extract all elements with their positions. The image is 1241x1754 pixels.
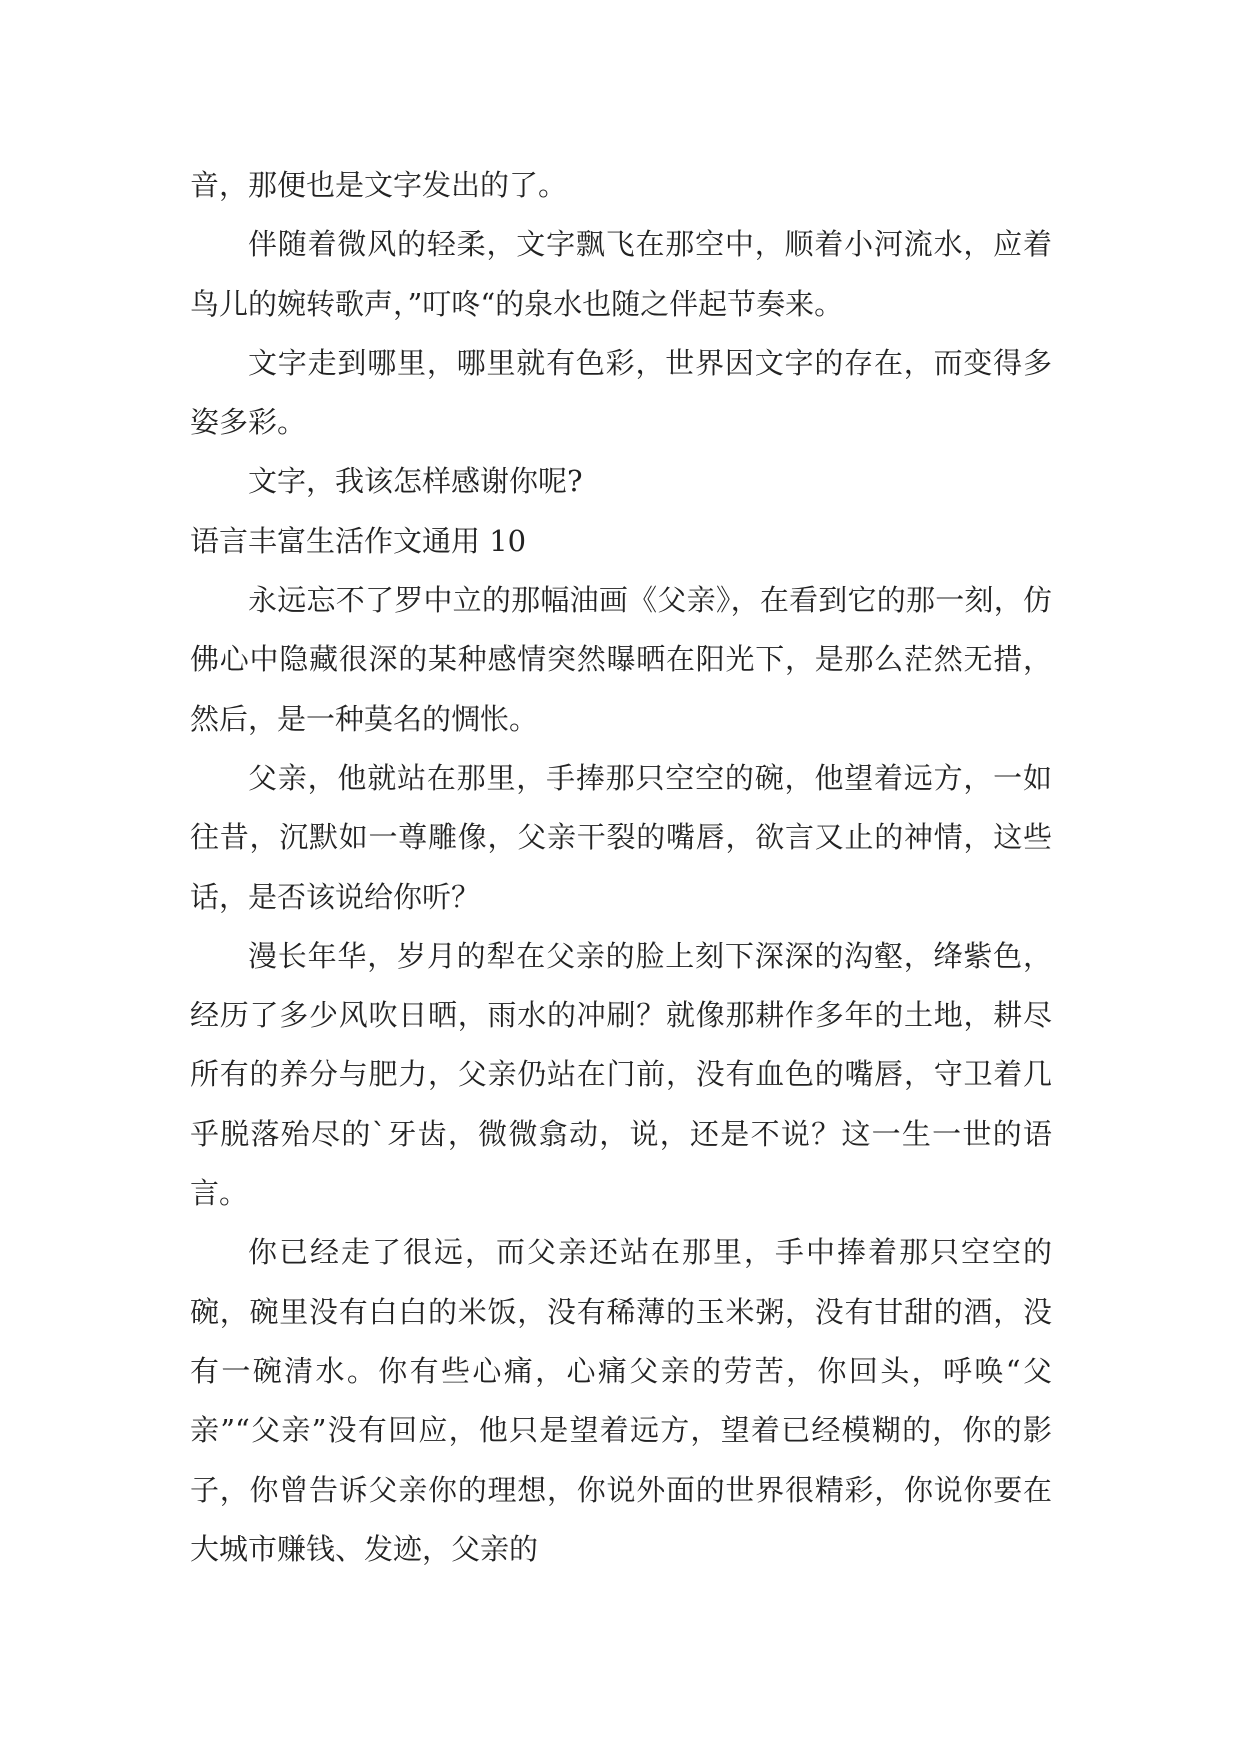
paragraph: 永远忘不了罗中立的那幅油画《父亲》，在看到它的那一刻，仿佛心中隐藏很深的某种感情突然曝晒在阳光下，是那么茫然无措，然后，是一种莫名的惆怅。 <box>190 583 1052 736</box>
paragraph: 伴随着微风的轻柔，文字飘飞在那空中，顺着小河流水，应着鸟儿的婉转歌声，”叮咚“的泉水也随之伴起节奏来。 <box>190 227 1052 321</box>
paragraph-continuation: 音，那便也是文字发出的了。 <box>190 168 568 202</box>
paragraph: 父亲，他就站在那里，手捧那只空空的碗，他望着远方，一如往昔，沉默如一尊雕像，父亲干裂的嘴唇，欲言又止的神情，这些话，是否该说给你听？ <box>190 760 1052 914</box>
paragraph: 你已经走了很远，而父亲还站在那里，手中捧着那只空空的碗，碗里没有白白的米饭，没有稀薄的玉米粥，没有甘甜的酒，没有一碗清水。你有些心痛，心痛父亲的劳苦，你回头，呼唤“父亲”“父亲”没有回应，他只是望着远方，望着已经模糊的，你的影子，你曾告诉父亲你的理想，你说外面的世界很精彩，你说你要在大城市赚钱、发迹，父亲的 <box>190 1235 1052 1566</box>
paragraph: 漫长年华，岁月的犁在父亲的脸上刻下深深的沟壑，绛紫色，经历了多少风吹日晒，雨水的冲刷？就像那耕作多年的土地，耕尽所有的养分与肥力，父亲仍站在门前，没有血色的嘴唇，守卫着几乎脱落殆尽的`牙齿，微微翕动，说，还是不说？这一生一世的语言。 <box>190 938 1052 1211</box>
section-title: 语言丰富生活作文通用 10 <box>190 523 527 558</box>
paragraph: 文字，我该怎样感谢你呢? <box>248 464 583 499</box>
paragraph: 文字走到哪里，哪里就有色彩，世界因文字的存在，而变得多姿多彩。 <box>190 345 1052 440</box>
document-page <box>190 156 1052 1579</box>
